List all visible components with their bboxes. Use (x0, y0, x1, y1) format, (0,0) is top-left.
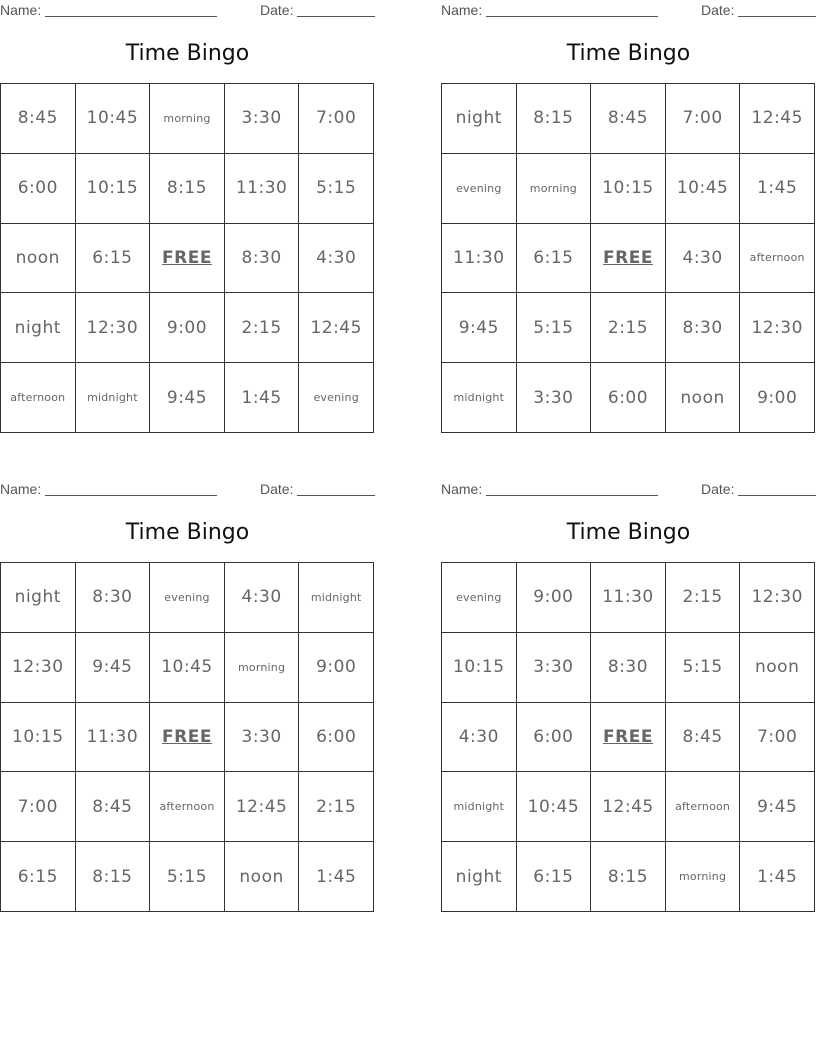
bingo-grid (0, 83, 374, 433)
bingo-cell: morning (666, 842, 741, 912)
bingo-cell: 1:45 (225, 363, 300, 433)
bingo-cell: 9:45 (76, 633, 151, 703)
bingo-cell: 7:00 (1, 772, 76, 842)
bingo-cell: 7:00 (740, 703, 815, 773)
name-blank-line (45, 16, 217, 17)
bingo-cell: 12:30 (1, 633, 76, 703)
date-label: Date: (701, 2, 735, 18)
bingo-cell: 11:30 (442, 224, 517, 294)
bingo-cell: 5:15 (517, 293, 592, 363)
bingo-cell: 4:30 (299, 224, 374, 294)
bingo-cell: 6:15 (517, 224, 592, 294)
bingo-cell: 11:30 (225, 154, 300, 224)
bingo-cell: 4:30 (442, 703, 517, 773)
card-title: Time Bingo (125, 41, 250, 66)
bingo-cell: 1:45 (299, 842, 374, 912)
bingo-cell: 5:15 (666, 633, 741, 703)
bingo-cell: 8:15 (76, 842, 151, 912)
bingo-cell: 9:00 (299, 633, 374, 703)
free-space: FREE (150, 703, 225, 773)
bingo-cell: 12:45 (591, 772, 666, 842)
bingo-cell: 9:45 (150, 363, 225, 433)
bingo-cell: night (442, 842, 517, 912)
bingo-cell: midnight (76, 363, 151, 433)
bingo-cell: evening (299, 363, 374, 433)
bingo-cell: 6:00 (517, 703, 592, 773)
bingo-cell: 10:45 (666, 154, 741, 224)
bingo-cell: 3:30 (517, 633, 592, 703)
bingo-cell: noon (1, 224, 76, 294)
bingo-cell: evening (442, 563, 517, 633)
name-label: Name: (441, 2, 483, 18)
bingo-cell: 9:45 (442, 293, 517, 363)
date-label: Date: (701, 481, 735, 497)
bingo-cell: midnight (442, 772, 517, 842)
name-blank-line (486, 495, 658, 496)
bingo-cell: 10:45 (76, 84, 151, 154)
bingo-cell: 8:45 (1, 84, 76, 154)
bingo-cell: 6:00 (299, 703, 374, 773)
name-date-header (0, 0, 375, 22)
bingo-cell: 9:00 (150, 293, 225, 363)
free-space: FREE (591, 703, 666, 773)
bingo-cell: 7:00 (666, 84, 741, 154)
bingo-cell: night (1, 293, 76, 363)
bingo-cell: midnight (299, 563, 374, 633)
name-blank-line (486, 16, 658, 17)
bingo-cell: evening (442, 154, 517, 224)
bingo-cell: 8:30 (666, 293, 741, 363)
bingo-cell: 12:45 (740, 84, 815, 154)
name-blank-line (45, 495, 217, 496)
bingo-cell: afternoon (666, 772, 741, 842)
bingo-cell: 3:30 (225, 84, 300, 154)
bingo-cell: evening (150, 563, 225, 633)
bingo-card (0, 0, 375, 408)
bingo-cell: 1:45 (740, 154, 815, 224)
bingo-cell: 9:00 (517, 563, 592, 633)
bingo-cell: 12:30 (740, 293, 815, 363)
bingo-cell: 10:15 (591, 154, 666, 224)
bingo-cell: midnight (442, 363, 517, 433)
bingo-cell: 11:30 (76, 703, 151, 773)
free-space: FREE (150, 224, 225, 294)
bingo-cell: 4:30 (225, 563, 300, 633)
bingo-cell: 6:15 (76, 224, 151, 294)
bingo-cell: 8:30 (76, 563, 151, 633)
bingo-cell: 10:45 (517, 772, 592, 842)
bingo-cell: afternoon (150, 772, 225, 842)
bingo-cell: 6:00 (1, 154, 76, 224)
bingo-grid (441, 562, 815, 912)
bingo-cell: 6:15 (1, 842, 76, 912)
bingo-cell: 7:00 (299, 84, 374, 154)
bingo-cell: 8:45 (591, 84, 666, 154)
bingo-cell: 8:15 (150, 154, 225, 224)
bingo-cell: night (442, 84, 517, 154)
bingo-grid (441, 83, 815, 433)
bingo-cell: 10:15 (76, 154, 151, 224)
card-title: Time Bingo (125, 520, 250, 545)
bingo-cell: 6:00 (591, 363, 666, 433)
bingo-cell: 8:30 (225, 224, 300, 294)
bingo-cell: 9:45 (740, 772, 815, 842)
bingo-cell: 3:30 (517, 363, 592, 433)
bingo-cell: 12:30 (76, 293, 151, 363)
bingo-cell: 12:30 (740, 563, 815, 633)
name-label: Name: (441, 481, 483, 497)
bingo-cell: 1:45 (740, 842, 815, 912)
bingo-card (441, 0, 816, 408)
bingo-cell: 10:15 (1, 703, 76, 773)
bingo-cell: noon (740, 633, 815, 703)
bingo-cell: morning (517, 154, 592, 224)
bingo-grid (0, 562, 374, 912)
bingo-cell: 8:45 (76, 772, 151, 842)
bingo-cell: 12:45 (299, 293, 374, 363)
bingo-cell: 2:15 (666, 563, 741, 633)
bingo-cell: 8:15 (591, 842, 666, 912)
bingo-cell: 8:15 (517, 84, 592, 154)
bingo-cell: noon (225, 842, 300, 912)
bingo-cell: afternoon (1, 363, 76, 433)
bingo-cell: 2:15 (299, 772, 374, 842)
bingo-cell: 10:15 (442, 633, 517, 703)
bingo-card (0, 479, 375, 887)
bingo-cell: 6:15 (517, 842, 592, 912)
bingo-cell: morning (150, 84, 225, 154)
bingo-cell: afternoon (740, 224, 815, 294)
bingo-cell: 9:00 (740, 363, 815, 433)
bingo-cell: 12:45 (225, 772, 300, 842)
bingo-cell: 5:15 (299, 154, 374, 224)
card-title: Time Bingo (566, 520, 691, 545)
name-label: Name: (0, 481, 42, 497)
name-date-header (441, 479, 816, 501)
bingo-cell: 8:30 (591, 633, 666, 703)
bingo-cell: 3:30 (225, 703, 300, 773)
bingo-cell: 8:45 (666, 703, 741, 773)
bingo-cell: 2:15 (225, 293, 300, 363)
bingo-cell: 10:45 (150, 633, 225, 703)
date-label: Date: (260, 481, 294, 497)
date-blank-line (297, 16, 375, 17)
name-date-header (441, 0, 816, 22)
bingo-cell: morning (225, 633, 300, 703)
bingo-cell: 5:15 (150, 842, 225, 912)
bingo-cell: noon (666, 363, 741, 433)
bingo-cell: 4:30 (666, 224, 741, 294)
free-space: FREE (591, 224, 666, 294)
bingo-card (441, 479, 816, 887)
bingo-cell: night (1, 563, 76, 633)
name-date-header (0, 479, 375, 501)
bingo-cell: 11:30 (591, 563, 666, 633)
date-label: Date: (260, 2, 294, 18)
name-label: Name: (0, 2, 42, 18)
date-blank-line (738, 495, 816, 496)
bingo-cell: 2:15 (591, 293, 666, 363)
date-blank-line (297, 495, 375, 496)
card-title: Time Bingo (566, 41, 691, 66)
date-blank-line (738, 16, 816, 17)
